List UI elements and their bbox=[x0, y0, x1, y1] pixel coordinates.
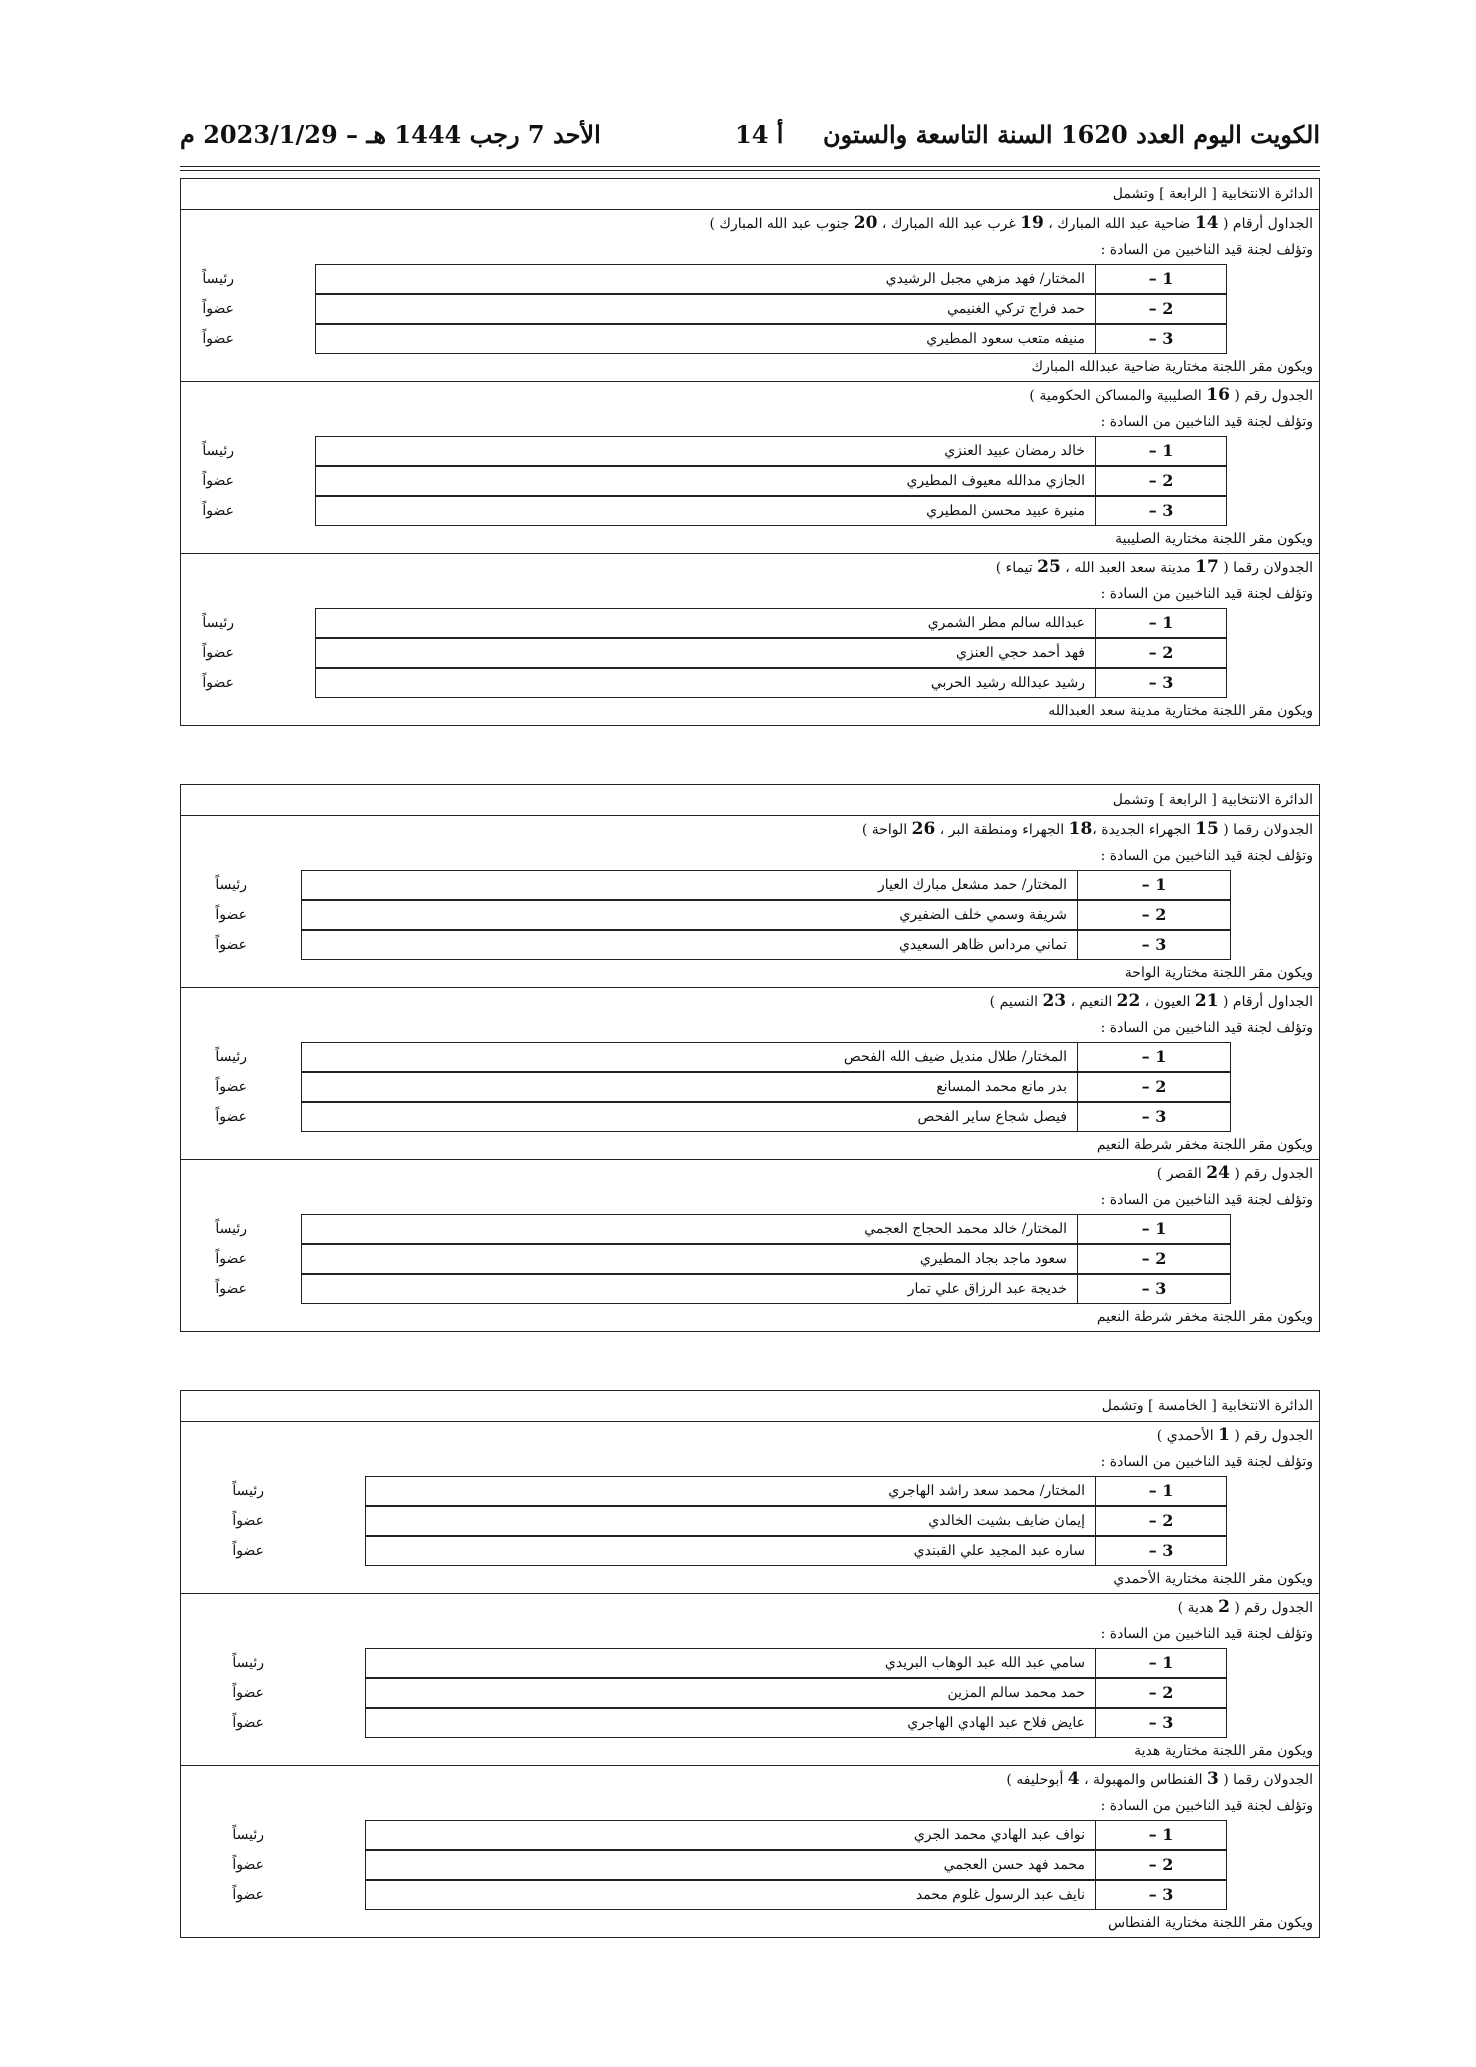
member-name: رشيد عبدالله رشيد الحربي bbox=[315, 668, 1095, 698]
member-name: إيمان ضايف بشيت الخالدي bbox=[365, 1506, 1095, 1536]
member-list bbox=[181, 608, 1319, 698]
header-rule bbox=[180, 170, 1320, 171]
member-row bbox=[181, 1678, 1319, 1708]
member-role: عضواً bbox=[232, 1857, 264, 1873]
member-row bbox=[181, 1820, 1319, 1850]
member-row bbox=[181, 668, 1319, 698]
member-role: رئيساً bbox=[202, 271, 234, 287]
member-name: تماني مرداس ظاهر السعيدي bbox=[301, 930, 1077, 960]
table-group bbox=[181, 554, 1319, 725]
member-number: 1 – bbox=[1095, 608, 1227, 638]
member-name: خالد رمضان عبيد العنزي bbox=[315, 436, 1095, 466]
member-name: محمد فهد حسن العجمي bbox=[365, 1850, 1095, 1880]
member-name: منيفه متعب سعود المطيري bbox=[315, 324, 1095, 354]
member-role: رئيساً bbox=[202, 443, 234, 459]
member-name: شريفة وسمي خلف الضفيري bbox=[301, 900, 1077, 930]
member-number: 3 – bbox=[1095, 324, 1227, 354]
member-list bbox=[181, 1820, 1319, 1910]
member-number: 3 – bbox=[1077, 1102, 1231, 1132]
member-number: 1 – bbox=[1095, 264, 1227, 294]
member-name: عايض فلاح عبد الهادي الهاجري bbox=[365, 1708, 1095, 1738]
group-heading: الجداول أرقام ( 21 العيون ، 22 النعيم ، 23 النسيم ) bbox=[989, 991, 1313, 1011]
member-row bbox=[181, 1880, 1319, 1910]
member-name: خديجة عبد الرزاق علي تمار bbox=[301, 1274, 1077, 1304]
member-list bbox=[181, 1648, 1319, 1738]
district-block bbox=[180, 784, 1320, 1332]
member-name: المختار/ فهد مزهي مجبل الرشيدي bbox=[315, 264, 1095, 294]
member-name: فهد أحمد حجي العنزي bbox=[315, 638, 1095, 668]
member-row bbox=[181, 1476, 1319, 1506]
member-role: عضواً bbox=[202, 675, 234, 691]
district-block bbox=[180, 178, 1320, 726]
member-number: 3 – bbox=[1077, 930, 1231, 960]
member-role: عضواً bbox=[202, 301, 234, 317]
member-number: 2 – bbox=[1095, 294, 1227, 324]
member-list bbox=[181, 870, 1319, 960]
member-row bbox=[181, 1072, 1319, 1102]
member-number: 1 – bbox=[1077, 870, 1231, 900]
member-row bbox=[181, 324, 1319, 354]
committee-seat: ويكون مقر اللجنة مختارية ضاحية عبدالله المبارك bbox=[1031, 359, 1313, 375]
member-number: 2 – bbox=[1077, 1244, 1231, 1274]
page-number: أ 14 bbox=[735, 120, 784, 149]
table-group bbox=[181, 988, 1319, 1160]
member-number: 3 – bbox=[1095, 668, 1227, 698]
member-role: عضواً bbox=[215, 1251, 247, 1267]
committee-seat: ويكون مقر اللجنة مختارية هدية bbox=[1134, 1743, 1313, 1759]
member-row bbox=[181, 1214, 1319, 1244]
member-number: 3 – bbox=[1095, 1708, 1227, 1738]
table-group bbox=[181, 816, 1319, 988]
group-heading: الجدول رقم ( 24 القصر ) bbox=[1156, 1163, 1313, 1183]
issue-date: الأحد 7 رجب 1444 هـ – 2023/1/29 م bbox=[180, 120, 601, 149]
member-name: فيصل شجاع ساير الفحص bbox=[301, 1102, 1077, 1132]
member-list bbox=[181, 1042, 1319, 1132]
group-intro: وتؤلف لجنة قيد الناخبين من السادة : bbox=[1100, 1798, 1313, 1814]
member-name: نواف عبد الهادي محمد الجري bbox=[365, 1820, 1095, 1850]
member-name: سامي عبد الله عبد الوهاب البريدي bbox=[365, 1648, 1095, 1678]
member-name: المختار/ خالد محمد الحجاج العجمي bbox=[301, 1214, 1077, 1244]
member-role: عضواً bbox=[232, 1685, 264, 1701]
member-name: سعود ماجد بجاد المطيري bbox=[301, 1244, 1077, 1274]
member-name: بدر مانع محمد المسانع bbox=[301, 1072, 1077, 1102]
member-role: عضواً bbox=[202, 503, 234, 519]
member-role: عضواً bbox=[215, 1109, 247, 1125]
member-role: عضواً bbox=[202, 645, 234, 661]
table-group bbox=[181, 1422, 1319, 1594]
table-group bbox=[181, 1160, 1319, 1331]
table-group bbox=[181, 210, 1319, 382]
group-heading: الجدولان رقما ( 17 مدينة سعد العبد الله ، 25 تيماء ) bbox=[995, 557, 1313, 577]
member-number: 2 – bbox=[1095, 1678, 1227, 1708]
member-row bbox=[181, 1244, 1319, 1274]
district-title: الدائرة الانتخابية [ الخامسة ] وتشمل bbox=[181, 1391, 1319, 1422]
member-row bbox=[181, 638, 1319, 668]
group-intro: وتؤلف لجنة قيد الناخبين من السادة : bbox=[1100, 586, 1313, 602]
member-name: الجازي مدالله معيوف المطيري bbox=[315, 466, 1095, 496]
group-heading: الجدول رقم ( 2 هدية ) bbox=[1177, 1597, 1313, 1617]
member-role: رئيساً bbox=[202, 615, 234, 631]
member-role: عضواً bbox=[202, 331, 234, 347]
group-intro: وتؤلف لجنة قيد الناخبين من السادة : bbox=[1100, 242, 1313, 258]
member-name: المختار/ طلال منديل ضيف الله الفحص bbox=[301, 1042, 1077, 1072]
header-rule bbox=[180, 166, 1320, 167]
member-name: المختار/ محمد سعد راشد الهاجري bbox=[365, 1476, 1095, 1506]
member-row bbox=[181, 1506, 1319, 1536]
committee-seat: ويكون مقر اللجنة مخفر شرطة النعيم bbox=[1096, 1137, 1313, 1153]
member-number: 1 – bbox=[1077, 1042, 1231, 1072]
member-row bbox=[181, 294, 1319, 324]
member-number: 1 – bbox=[1095, 436, 1227, 466]
member-number: 1 – bbox=[1095, 1476, 1227, 1506]
member-name: ساره عبد المجيد علي القبندي bbox=[365, 1536, 1095, 1566]
group-intro: وتؤلف لجنة قيد الناخبين من السادة : bbox=[1100, 1020, 1313, 1036]
member-role: رئيساً bbox=[232, 1655, 264, 1671]
member-row bbox=[181, 1042, 1319, 1072]
group-intro: وتؤلف لجنة قيد الناخبين من السادة : bbox=[1100, 1626, 1313, 1642]
member-number: 2 – bbox=[1077, 900, 1231, 930]
member-role: عضواً bbox=[232, 1715, 264, 1731]
member-role: عضواً bbox=[215, 907, 247, 923]
member-number: 3 – bbox=[1095, 496, 1227, 526]
member-row bbox=[181, 608, 1319, 638]
member-list bbox=[181, 1214, 1319, 1304]
member-role: عضواً bbox=[232, 1543, 264, 1559]
member-number: 3 – bbox=[1077, 1274, 1231, 1304]
group-heading: الجدولان رقما ( 15 الجهراء الجديدة ،18 الجهراء ومنطقة البر ، 26 الواحة ) bbox=[861, 819, 1313, 839]
member-number: 1 – bbox=[1077, 1214, 1231, 1244]
page-header bbox=[180, 120, 1320, 160]
member-row bbox=[181, 496, 1319, 526]
member-name: منيرة عبيد محسن المطيري bbox=[315, 496, 1095, 526]
group-intro: وتؤلف لجنة قيد الناخبين من السادة : bbox=[1100, 1454, 1313, 1470]
committee-seat: ويكون مقر اللجنة مختارية الصليبية bbox=[1115, 531, 1313, 547]
member-role: رئيساً bbox=[232, 1827, 264, 1843]
member-list bbox=[181, 264, 1319, 354]
member-number: 2 – bbox=[1095, 638, 1227, 668]
member-name: حمد فراج تركي الغنيمي bbox=[315, 294, 1095, 324]
committee-seat: ويكون مقر اللجنة مختارية الواحة bbox=[1124, 965, 1313, 981]
member-row bbox=[181, 1648, 1319, 1678]
member-role: رئيساً bbox=[215, 877, 247, 893]
group-intro: وتؤلف لجنة قيد الناخبين من السادة : bbox=[1100, 848, 1313, 864]
member-row bbox=[181, 900, 1319, 930]
member-row bbox=[181, 930, 1319, 960]
member-number: 1 – bbox=[1095, 1820, 1227, 1850]
member-number: 1 – bbox=[1095, 1648, 1227, 1678]
member-name: المختار/ حمد مشعل مبارك العيار bbox=[301, 870, 1077, 900]
group-intro: وتؤلف لجنة قيد الناخبين من السادة : bbox=[1100, 1192, 1313, 1208]
member-list bbox=[181, 436, 1319, 526]
member-role: عضواً bbox=[232, 1887, 264, 1903]
member-row bbox=[181, 436, 1319, 466]
table-group bbox=[181, 1766, 1319, 1937]
member-role: عضواً bbox=[215, 937, 247, 953]
group-intro: وتؤلف لجنة قيد الناخبين من السادة : bbox=[1100, 414, 1313, 430]
issue-info: الكويت اليوم العدد 1620 السنة التاسعة والستون bbox=[823, 120, 1320, 149]
committee-seat: ويكون مقر اللجنة مخفر شرطة النعيم bbox=[1096, 1309, 1313, 1325]
member-row bbox=[181, 1536, 1319, 1566]
member-role: عضواً bbox=[202, 473, 234, 489]
committee-seat: ويكون مقر اللجنة مختارية الفنطاس bbox=[1107, 1915, 1313, 1931]
district-title: الدائرة الانتخابية [ الرابعة ] وتشمل bbox=[181, 785, 1319, 816]
member-row bbox=[181, 1102, 1319, 1132]
committee-seat: ويكون مقر اللجنة مختارية مدينة سعد العبدالله bbox=[1048, 703, 1313, 719]
member-number: 2 – bbox=[1095, 1506, 1227, 1536]
member-row bbox=[181, 1850, 1319, 1880]
table-group bbox=[181, 1594, 1319, 1766]
member-role: عضواً bbox=[215, 1079, 247, 1095]
member-role: رئيساً bbox=[232, 1483, 264, 1499]
member-number: 3 – bbox=[1095, 1880, 1227, 1910]
group-heading: الجدول رقم ( 1 الأحمدي ) bbox=[1156, 1425, 1313, 1445]
group-heading: الجداول أرقام ( 14 ضاحية عبد الله المبارك ، 19 غرب عبد الله المبارك ، 20 جنوب عبد الله المبارك ) bbox=[709, 213, 1313, 233]
committee-seat: ويكون مقر اللجنة مختارية الأحمدي bbox=[1113, 1571, 1313, 1587]
member-row bbox=[181, 1274, 1319, 1304]
member-name: عبدالله سالم مطر الشمري bbox=[315, 608, 1095, 638]
member-row bbox=[181, 264, 1319, 294]
member-list bbox=[181, 1476, 1319, 1566]
member-row bbox=[181, 466, 1319, 496]
group-heading: الجدولان رقما ( 3 الفنطاس والمهبولة ، 4 أبوحليفه ) bbox=[1006, 1769, 1313, 1789]
member-number: 3 – bbox=[1095, 1536, 1227, 1566]
district-title: الدائرة الانتخابية [ الرابعة ] وتشمل bbox=[181, 179, 1319, 210]
district-block bbox=[180, 1390, 1320, 1938]
table-group bbox=[181, 382, 1319, 554]
member-name: حمد محمد سالم المزين bbox=[365, 1678, 1095, 1708]
member-role: عضواً bbox=[232, 1513, 264, 1529]
member-role: عضواً bbox=[215, 1281, 247, 1297]
member-row bbox=[181, 870, 1319, 900]
member-number: 2 – bbox=[1095, 1850, 1227, 1880]
member-role: رئيساً bbox=[215, 1221, 247, 1237]
member-name: نايف عبد الرسول غلوم محمد bbox=[365, 1880, 1095, 1910]
member-number: 2 – bbox=[1077, 1072, 1231, 1102]
group-heading: الجدول رقم ( 16 الصليبية والمساكن الحكومية ) bbox=[1029, 385, 1313, 405]
member-number: 2 – bbox=[1095, 466, 1227, 496]
member-row bbox=[181, 1708, 1319, 1738]
member-role: رئيساً bbox=[215, 1049, 247, 1065]
